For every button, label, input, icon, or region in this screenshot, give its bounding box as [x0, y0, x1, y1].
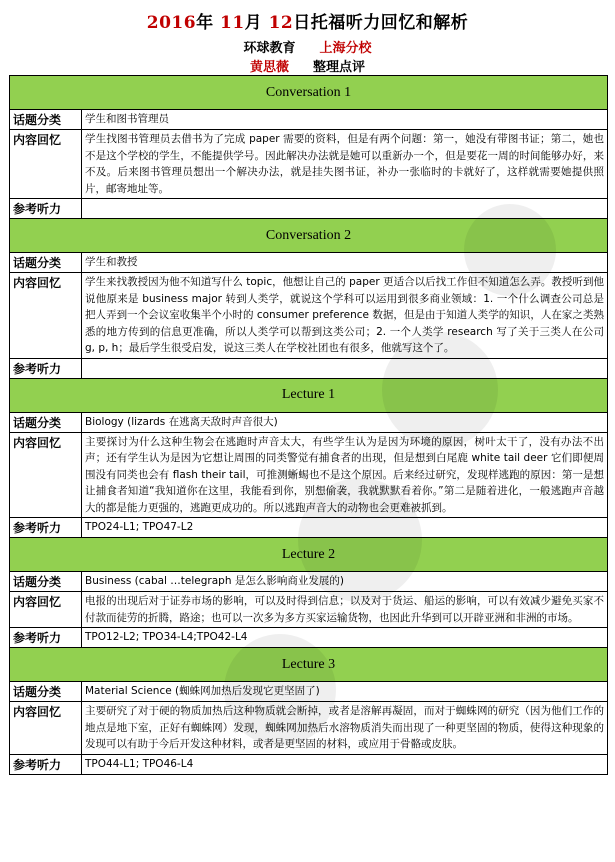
section-header-lecture-3: Lecture 3 — [10, 648, 608, 682]
content-value: 电报的出现后对于证券市场的影响，可以及时得到信息；以及对于货运、船运的影响，可以有效减少避免买家不付款而徒劳的折腾，路途；也可以一次多为多方买家运输货物，也因此升华到可以开辟亚洲和非洲的市场。 — [82, 592, 608, 628]
reference-value: TPO12-L2; TPO34-L4;TPO42-L4 — [82, 628, 608, 648]
content-label: 内容回忆 — [10, 592, 82, 628]
reference-value: TPO24-L1; TPO47-L2 — [82, 518, 608, 538]
reference-value — [82, 199, 608, 219]
content-label: 内容回忆 — [10, 432, 82, 518]
title-rest: 日托福听力回忆和解析 — [293, 13, 469, 33]
title-yue: 月 — [244, 13, 263, 33]
branch-name: 上海分校 — [319, 41, 372, 56]
topic-value: Material Science (蜘蛛网加热后发现它更坚固了) — [82, 682, 608, 702]
topic-value: Business (cabal …telegraph 是怎么影响商业发展的) — [82, 572, 608, 592]
org-line — [0, 37, 615, 56]
topic-value: 学生和图书管理员 — [82, 110, 608, 130]
topic-label: 话题分类 — [10, 572, 82, 592]
title-day: 12 — [268, 13, 294, 33]
topic-value: 学生和教授 — [82, 253, 608, 273]
reference-label: 参考听力 — [10, 199, 82, 219]
title-nian: 年 — [196, 13, 214, 33]
topic-label: 话题分类 — [10, 412, 82, 432]
title-year: 2016 — [146, 13, 197, 33]
topic-label: 话题分类 — [10, 110, 82, 130]
title-month: 11 — [219, 13, 245, 33]
reference-label: 参考听力 — [10, 754, 82, 774]
reference-value: TPO44-L1; TPO46-L4 — [82, 754, 608, 774]
content-value: 主要研究了对于硬的物质加热后这种物质就会断掉，或者是溶解再凝固，而对于蜘蛛网的研究（因为他们工作的地点是地下室，正好有蜘蛛网）发现，蜘蛛网加热后水溶物质消失而出现了一种更坚固的物质，使得这种现象的发现可以有助于今后开发这种材料，或者是更坚固的材料，或应用于骨骼或皮肤。 — [82, 702, 608, 755]
org-name: 环球教育 — [243, 41, 296, 56]
reference-label: 参考听力 — [10, 628, 82, 648]
content-value: 学生来找教授因为他不知道写什么 topic，他想让自己的 paper 更适合以后找工作但不知道怎么弄。教授听到他说他原来是 business major 转到人类学，就说这个学科可以运用到很多商业领域：1. 一个什么调查公司总是把人弄到一个会议室收集半个小时的 consumer preference 数据，但是由于知道人类学的知识，人在家之类熟悉的地方传到的信息更准确，所以人类学可以帮到这类公司；2. 一个人类学 research 写了关于三类人在公司 g, p, h；最后学生很受启发，说这三类人在学校社团也有很多，他就写这个了。 — [82, 273, 608, 359]
topic-label: 话题分类 — [10, 682, 82, 702]
section-header-lecture-1: Lecture 1 — [10, 378, 608, 412]
reference-label: 参考听力 — [10, 518, 82, 538]
page-title — [0, 8, 615, 33]
content-label: 内容回忆 — [10, 130, 82, 199]
section-header-conversation-2: Conversation 2 — [10, 219, 608, 253]
content-label: 内容回忆 — [10, 702, 82, 755]
section-header-lecture-2: Lecture 2 — [10, 538, 608, 572]
content-value: 主要探讨为什么这种生物会在逃跑时声音太大，有些学生认为是因为环境的原因，树叶太干了，没有办法不出声；还有学生认为是因为它想让周围的同类警觉有捕食者的出现，但是想到白尾鹿 white tail deer 它们即便周围没有同类也会有 flash their tail，可推测蜥蜴也不是这个原因。后来经过研究，发现样逃跑的原因：第一是想让捕食者知道“我知道你在这里，我能看到你，别想偷袭，我就默默看着你。”第二是随着进化，一般逃跑声音越大的都是能力更强的，逃跑更成功的。所以逃跑声音大的动物也会更难被抓到。 — [82, 432, 608, 518]
section-header-conversation-1: Conversation 1 — [10, 76, 608, 110]
content-label: 内容回忆 — [10, 273, 82, 359]
topic-label: 话题分类 — [10, 253, 82, 273]
reference-value — [82, 358, 608, 378]
author-line — [0, 56, 615, 75]
author-role: 整理点评 — [313, 60, 366, 75]
topic-value: Biology (lizards 在逃离天敌时声音很大) — [82, 412, 608, 432]
author-name: 黄思薇 — [249, 60, 289, 75]
content-value: 学生找图书管理员去借书为了完成 paper 需要的资料，但是有两个问题：第一，她没有带图书证；第二，她也不是这个学校的学生，不能提供学号。因此解决办法就是她可以重新办一个，但是要花一周的时间能够办好，来不及。后来图书管理员想出一个解决办法，就是挂失图书证，补办一张临时的卡就好了，这样就需要她提供照片，邮寄地址等。 — [82, 130, 608, 199]
reference-label: 参考听力 — [10, 358, 82, 378]
recall-table — [9, 75, 608, 775]
